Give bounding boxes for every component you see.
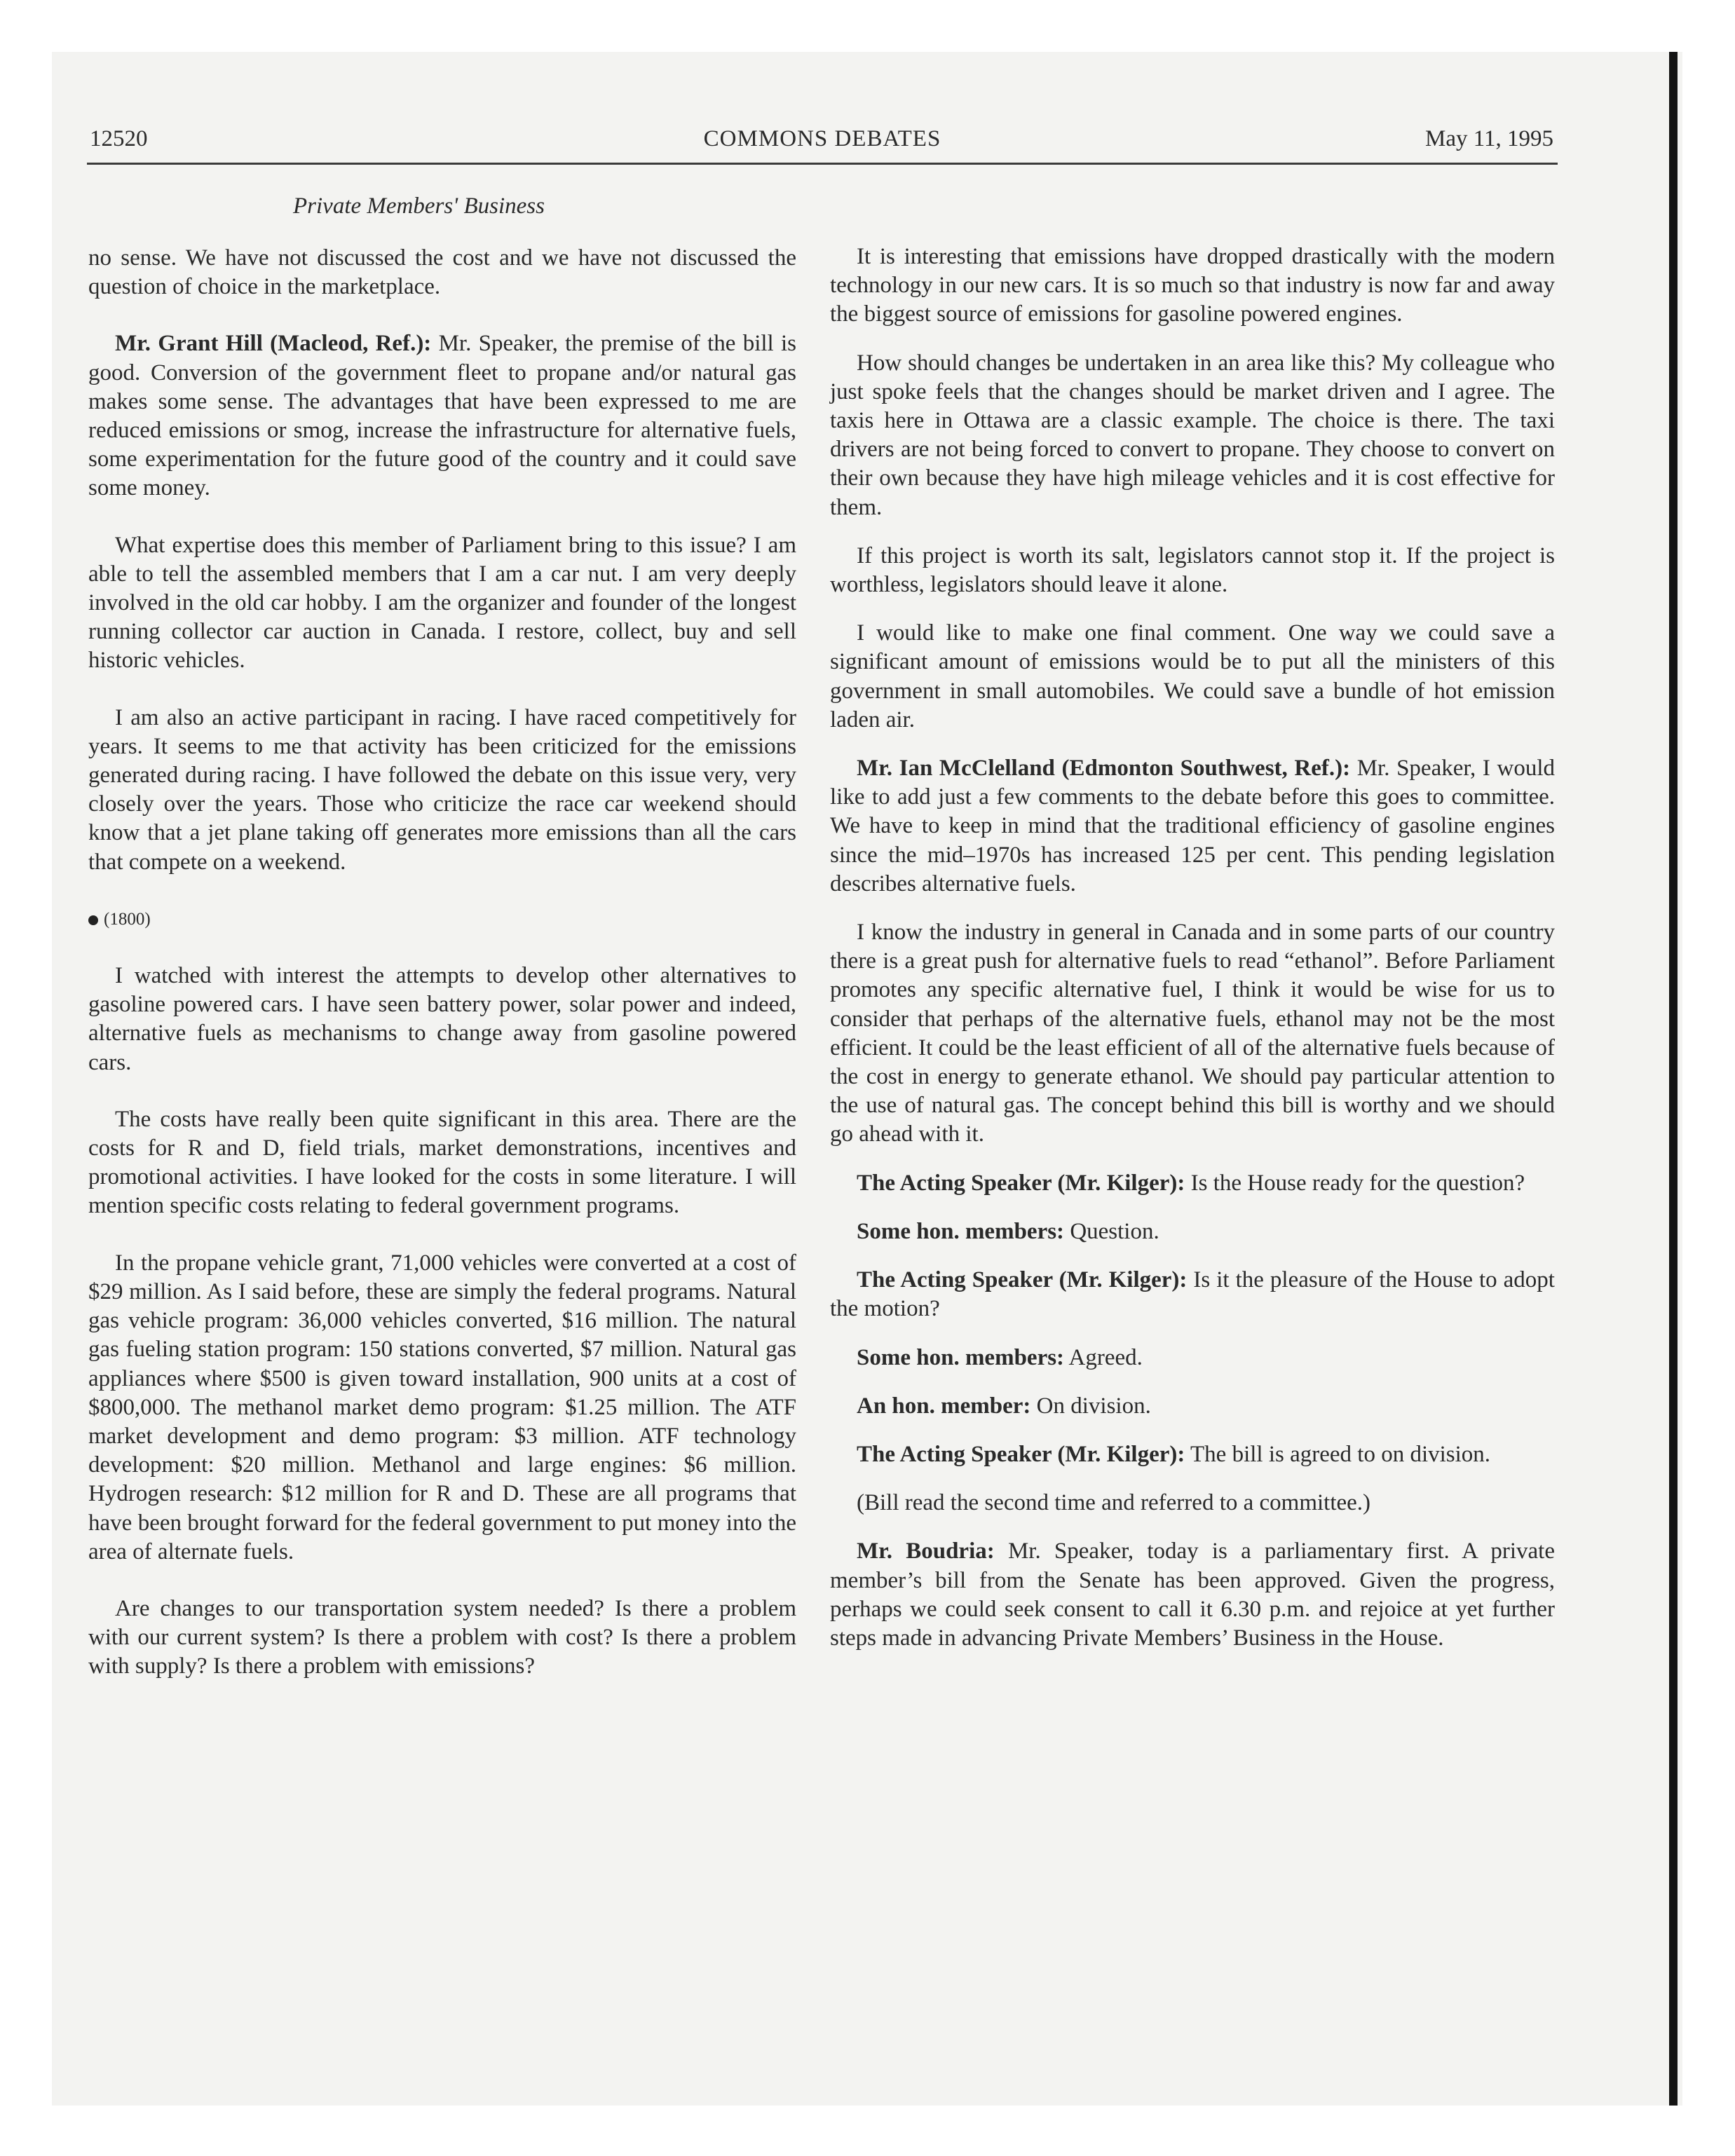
paragraph [830,1344,1555,1372]
speech-text: Is it the pleasure of the House to adopt the motion? [830,1267,1555,1322]
section-title: Private Members' Business [293,193,545,219]
paragraph: (Bill read the second time and referred to a committee.) [857,1490,1371,1516]
speech-text: Question. [1064,1218,1159,1244]
speaker-name: Mr. Grant Hill (Macleod, Ref.): [115,331,432,357]
speech-text: On division. [1030,1393,1151,1419]
speech-text: The bill is agreed to on division. [1185,1441,1491,1467]
left-column [88,244,796,1681]
paragraph: Are changes to our transportation system needed? Is there a problem with our current system? Is there a problem with cost? Is there a problem with supply? Is there a problem with emissions? [88,1595,796,1679]
paragraph [830,1266,1555,1323]
speaker-name: The Acting Speaker (Mr. Kilger): [857,1441,1185,1467]
time-marker-text: (1800) [104,909,151,929]
right-column [830,243,1555,1653]
paragraph [830,1392,1555,1421]
paragraph: What expertise does this member of Parliament bring to this issue? I am able to tell the assembled members that I am a car nut. I am very deeply involved in the old car hobby. I am the organizer and founder of the longest running collector car auction in Canada. I restore, collect, buy and sell historic vehicles. [88,532,796,674]
paragraph: no sense. We have not discussed the cost and we have not discussed the question of choice in the marketplace. [88,245,796,300]
speaker-name: An hon. member: [857,1393,1031,1419]
speech-text: Agreed. [1064,1344,1143,1370]
paragraph: I know the industry in general in Canada and in some parts of our country there is a great push for alternative fuels to read “ethanol”. Before Parliament promotes any specific alternative fuel, I think it would be wise for us to consider that perhaps of the alternative fuels, ethanol may not be the most efficient. It could be the least efficient of all of the alternative fuels because of the cost in energy to generate ethanol. We should pay particular attention to the use of natural gas. The concept behind this bill is worthy and we should go ahead with it. [830,920,1555,1147]
paragraph [830,1217,1555,1246]
paragraph [88,329,796,503]
paragraph: I would like to make one final comment. One way we could save a significant amount of emissions would be to put all the ministers of this government in small automobiles. We could save a bundle of hot emission laden air. [830,620,1555,732]
paragraph: How should changes be undertaken in an area like this? My colleague who just spoke feels that the changes should be market driven and I agree. The taxis here in Ottawa are a classic example. The choice is there. The taxi drivers are not being forced to convert to propane. They choose to convert on their own because they have high mileage vehicles and it is cost effective for them. [830,350,1555,520]
paragraph [830,1169,1555,1198]
time-marker [88,905,796,934]
publication-title: COMMONS DEBATES [703,126,941,151]
speech-text: Mr. Speaker, the premise of the bill is good. Conversion of the government fleet to propane and/or natural gas makes some sense. The advantages that have been expressed to me are reduced emissions or smog, increase the infrastructure for alternative fuels, some experimentation for the future good of the country and it could save some money. [88,331,796,501]
page-number: 12520 [90,126,148,151]
speech-text: Mr. Speaker, today is a parliamentary first. A private member’s bill from the Senate has been approved. Given the progress, perhaps we could seek consent to call it 6.30 p.m. and rejoice at yet further steps made in advancing Private Members’ Business in the House. [830,1538,1555,1651]
speaker-name: Some hon. members: [857,1218,1065,1244]
paragraph: I watched with interest the attempts to develop other alternatives to gasoline powered cars. I have seen battery power, solar power and indeed, alternative fuels as mechanisms to change away from gasoline powered cars. [88,963,796,1075]
speaker-name: Mr. Boudria: [857,1538,995,1564]
page-header [87,126,1558,165]
paragraph: It is interesting that emissions have dropped drastically with the modern technology in our new cars. It is so much so that industry is now far and away the biggest source of emissions for gasoline powered engines. [830,244,1555,327]
publication-date: May 11, 1995 [1424,126,1553,151]
speech-text: Is the House ready for the question? [1185,1170,1525,1196]
speaker-name: Mr. Ian McClelland (Edmonton Southwest, Ref.): [857,756,1351,782]
speaker-name: The Acting Speaker (Mr. Kilger): [857,1170,1185,1196]
paragraph: The costs have really been quite significant in this area. There are the costs for R and D, field trials, market demonstrations, incentives and promotional activities. I have looked for the costs in some literature. I will mention specific costs relating to federal government programs. [88,1106,796,1219]
paragraph: I am also an active participant in racing. I have raced competitively for years. It seems to me that activity has been criticized for the emissions generated during racing. I have followed the debate on this issue very, very closely over the years. Those who criticize the race car weekend should know that a jet plane taking off generates more emissions than all the cars that compete on a weekend. [88,704,796,875]
speaker-name: Some hon. members: [857,1344,1065,1370]
paragraph [830,1537,1555,1653]
paragraph [830,754,1555,899]
paragraph [830,1440,1555,1469]
speaker-name: The Acting Speaker (Mr. Kilger): [857,1267,1188,1293]
speech-text: Mr. Speaker, I would like to add just a few comments to the debate before this goes to committee. We have to keep in mind that the traditional efficiency of gasoline engines since the mid–1970s has increased 125 per cent. This pending legislation describes alternative fuels. [830,756,1555,896]
paragraph: If this project is worth its salt, legislators cannot stop it. If the project is worthless, legislators should leave it alone. [830,543,1555,598]
scan-edge-bar [1669,52,1678,2106]
bullet-icon [88,915,98,925]
paragraph: In the propane vehicle grant, 71,000 vehicles were converted at a cost of $29 million. As I said before, these are simply the federal programs. Natural gas vehicle program: 36,000 vehicles converted, $16 million. The natural gas fueling station program: 150 stations converted, $7 million. Natural gas appliances where $500 is given toward installation, 900 units at a cost of $800,000. The methanol market demo program: $1.25 million. The ATF market development and demo program: $3 million. ATF technology development: $20 million. Methanol and large engines: $6 million. Hydrogen research: $12 million for R and D. These are all programs that have been brought forward for the federal government to put money into the area of alternate fuels. [88,1250,796,1564]
